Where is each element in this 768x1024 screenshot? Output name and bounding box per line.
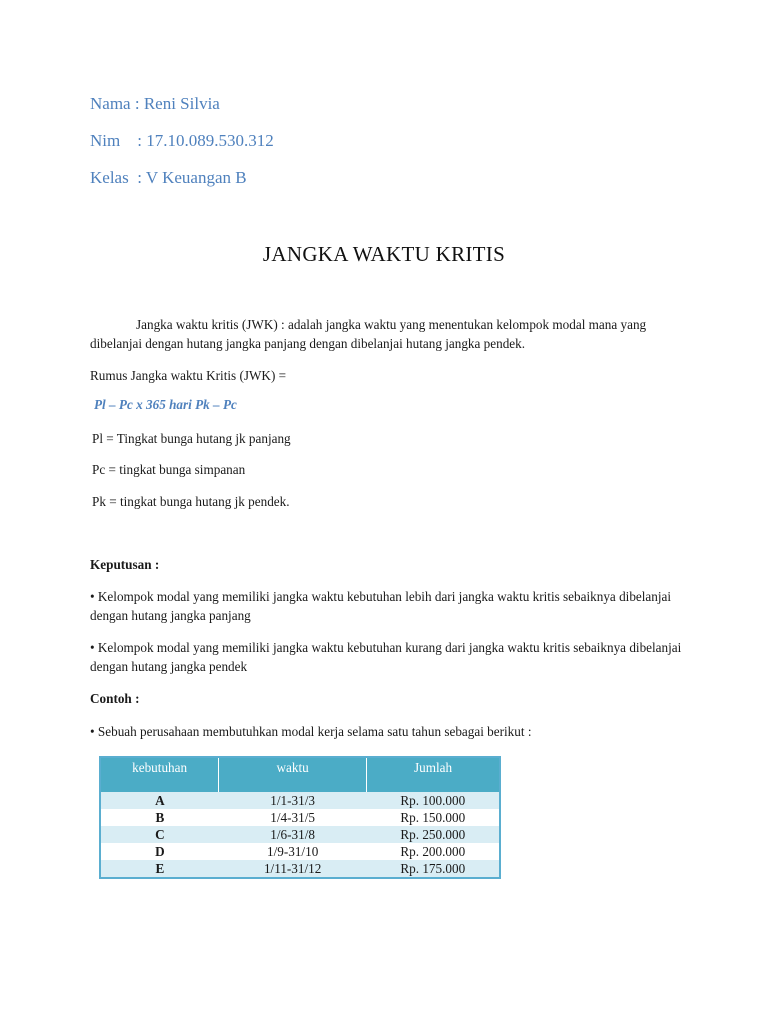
cell-waktu: 1/4-31/5	[219, 809, 367, 826]
intro-paragraph: Jangka waktu kritis (JWK) : adalah jangka waktu yang menentukan kelompok modal mana yang dibelanjai dengan hutang jangka panjang dengan dibelanjai hutang jangka pendek.	[90, 317, 647, 351]
definition-pc: Pc = tingkat bunga simpanan	[92, 462, 246, 477]
student-name: Nama : Reni Silvia	[90, 94, 220, 113]
table-row	[100, 860, 500, 878]
definition-pl: Pl = Tingkat bunga hutang jk panjang	[92, 431, 291, 446]
cell-waktu: 1/1-31/3	[219, 792, 367, 809]
cell-kebutuhan: C	[100, 826, 219, 843]
definition-pk: Pk = tingkat bunga hutang jk pendek.	[92, 494, 290, 509]
cell-waktu: 1/11-31/12	[219, 860, 367, 878]
keputusan-item-1: • Kelompok modal yang memiliki jangka waktu kebutuhan lebih dari jangka waktu kritis sebaiknya dibelanjai dengan hutang jangka panjang	[90, 589, 672, 623]
keputusan-heading: Keputusan :	[90, 557, 160, 572]
formula-label: Rumus Jangka waktu Kritis (JWK) =	[90, 368, 287, 383]
cell-jumlah: Rp. 100.000	[367, 792, 500, 809]
cell-jumlah: Rp. 150.000	[367, 809, 500, 826]
student-nim: Nim : 17.10.089.530.312	[90, 131, 274, 150]
table-row	[100, 792, 500, 809]
keputusan-item-2: • Kelompok modal yang memiliki jangka waktu kebutuhan kurang dari jangka waktu kritis sebaiknya dibelanjai dengan hutang jangka pendek	[90, 640, 682, 674]
column-header-kebutuhan: kebutuhan	[100, 757, 219, 792]
cell-jumlah: Rp. 175.000	[367, 860, 500, 878]
table-row	[100, 843, 500, 860]
cell-kebutuhan: A	[100, 792, 219, 809]
capital-needs-table	[99, 756, 501, 879]
student-class: Kelas : V Keuangan B	[90, 168, 247, 187]
contoh-heading: Contoh :	[90, 691, 140, 706]
formula: Pl – Pc x 365 hari Pk – Pc	[94, 397, 237, 412]
cell-jumlah: Rp. 200.000	[367, 843, 500, 860]
column-header-waktu: waktu	[219, 757, 367, 792]
table-header-row	[100, 757, 500, 792]
contoh-text: • Sebuah perusahaan membutuhkan modal kerja selama satu tahun sebagai berikut :	[90, 724, 532, 739]
cell-kebutuhan: B	[100, 809, 219, 826]
cell-kebutuhan: E	[100, 860, 219, 878]
cell-kebutuhan: D	[100, 843, 219, 860]
column-header-jumlah: Jumlah	[367, 757, 500, 792]
table-row	[100, 809, 500, 826]
cell-waktu: 1/6-31/8	[219, 826, 367, 843]
page-title: JANGKA WAKTU KRITIS	[262, 242, 506, 266]
cell-waktu: 1/9-31/10	[219, 843, 367, 860]
table-row	[100, 826, 500, 843]
cell-jumlah: Rp. 250.000	[367, 826, 500, 843]
